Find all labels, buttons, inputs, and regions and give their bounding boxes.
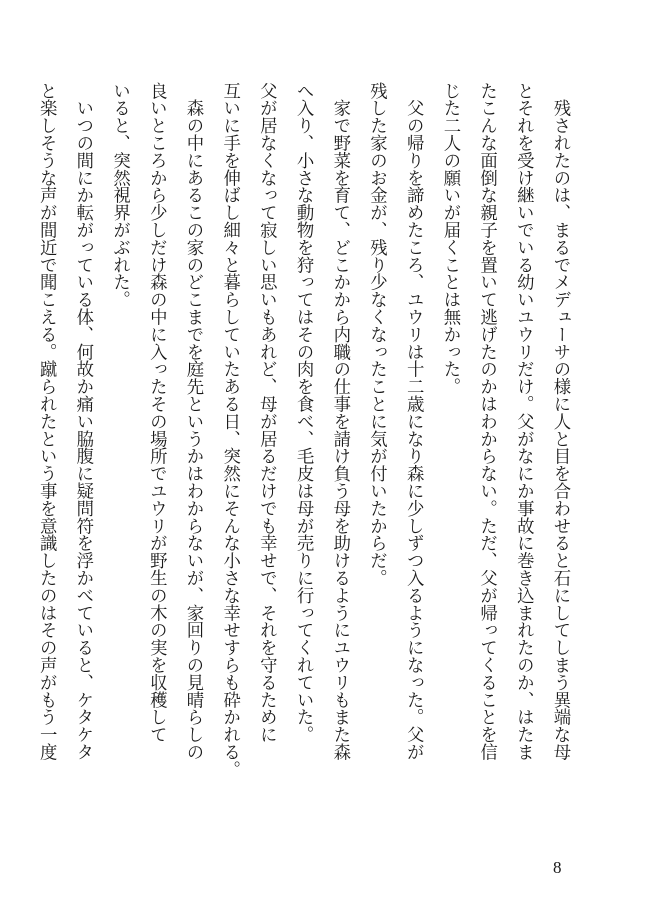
text-line: いつの間にか転がっている体、何故か痛い脇腹に疑問符を浮かべていると、ケタケタ xyxy=(72,82,93,761)
text-line: 良いところから少しだけ森の中に入ったその場所でユウリが野生の木の実を収穫して xyxy=(146,82,167,744)
text-line: 互いに手を伸ばし細々と暮らしていたある日、突然にそんな小さな幸せすらも砕かれる。 xyxy=(219,82,240,778)
text-line: 父の帰りを諦めたころ、ユウリは十二歳になり森に少しずつ入るようになった。父が xyxy=(403,82,424,761)
text-line: 残した家のお金が、残り少なくなったことに気が付いたからだ。 xyxy=(366,82,387,587)
page-number: 8 xyxy=(553,858,562,877)
text-line: へ入り、小さな動物を狩ってはその肉を食べ、毛皮は母が売りに行ってくれていた。 xyxy=(293,82,314,744)
text-line: じた二人の願いが届くことは無かった。 xyxy=(439,82,460,396)
text-line: とそれを受け継いでいる幼いユウリだけ。父がなにか事故に巻き込まれたのか、はたま xyxy=(513,82,534,761)
vertical-text-body xyxy=(27,82,578,822)
text-line: いると、突然視界がぶれた。 xyxy=(109,82,130,309)
text-line: 家で野菜を育て、どこかから内職の仕事を請け負う母を助けるようにユウリもまた森 xyxy=(329,82,350,761)
text-line: 父が居なくなって寂しい思いもあれど、母が居るだけでも幸せで、それを守るために xyxy=(256,82,277,744)
text-line: と楽しそうな声が間近で聞こえる。蹴られたという事を意識したのはその声がもう一度 xyxy=(36,82,57,761)
text-line: たこんな面倒な親子を置いて逃げたのかはわからない。ただ、父が帰ってくることを信 xyxy=(476,82,497,761)
text-line: 森の中にあるこの家のどこまでを庭先というかはわからないが、家回りの見晴らしの xyxy=(182,82,203,761)
text-line: 残されたのは、まるでメデューサの様に人と目を合わせると石にしてしまう異端な母 xyxy=(550,82,570,761)
